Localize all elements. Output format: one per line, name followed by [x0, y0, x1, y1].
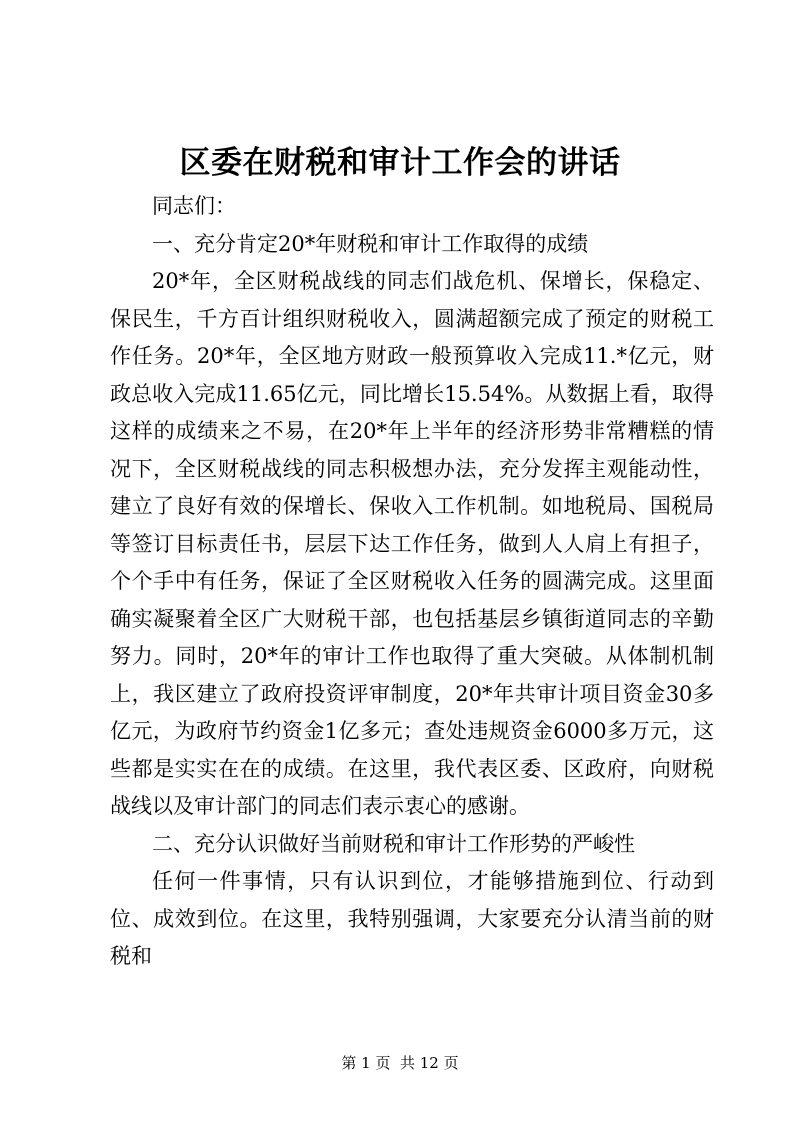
page-number-label: 第 1 页 共 12 页: [341, 1054, 459, 1072]
body-paragraph-2: 任何一件事情，只有认识到位，才能够措施到位、行动到位、成效到位。在这里，我特别强调，大家要充分认清当前的财税和: [110, 869, 714, 968]
salutation-paragraph: 同志们：: [152, 194, 236, 218]
page-footer: [0, 1053, 800, 1073]
section-heading-1: 一、充分肯定20*年财税和审计工作取得的成绩: [152, 231, 589, 256]
document-body: [110, 188, 714, 976]
section-heading-2: 二、充分认识做好当前财税和审计工作形势的严峻性: [152, 831, 635, 856]
body-paragraph-1: 20*年，全区财税战线的同志们战危机、保增长，保稳定、保民生，千方百计组织财税收入，圆满超额完成了预定的财税工作任务。20*年，全区地方财政一般预算收入完成11.*亿元，财政总收入完成11.65亿元，同比增长15.54%。从数据上看，取得这样的成绩来之不易，在20*年上半年的经济形势非常糟糕的情况下，全区财税战线的同志积极想办法，充分发挥主观能动性，建立了良好有效的保增长、保收入工作机制。如地税局、国税局等签订目标责任书，层层下达工作任务，做到人人肩上有担子，个个手中有任务，保证了全区财税收入任务的圆满完成。这里面确实凝聚着全区广大财税干部，也包括基层乡镇街道同志的辛勤努力。同时，20*年的审计工作也取得了重大突破。从体制机制上，我区建立了政府投资评审制度，20*年共审计项目资金30多亿元，为政府节约资金1亿多元；查处违规资金6000多万元，这些都是实实在在的成绩。在这里，我代表区委、区政府，向财税战线以及审计部门的同志们表示衷心的感谢。: [110, 269, 714, 818]
document-title: 区委在财税和审计工作会的讲话: [179, 145, 621, 181]
